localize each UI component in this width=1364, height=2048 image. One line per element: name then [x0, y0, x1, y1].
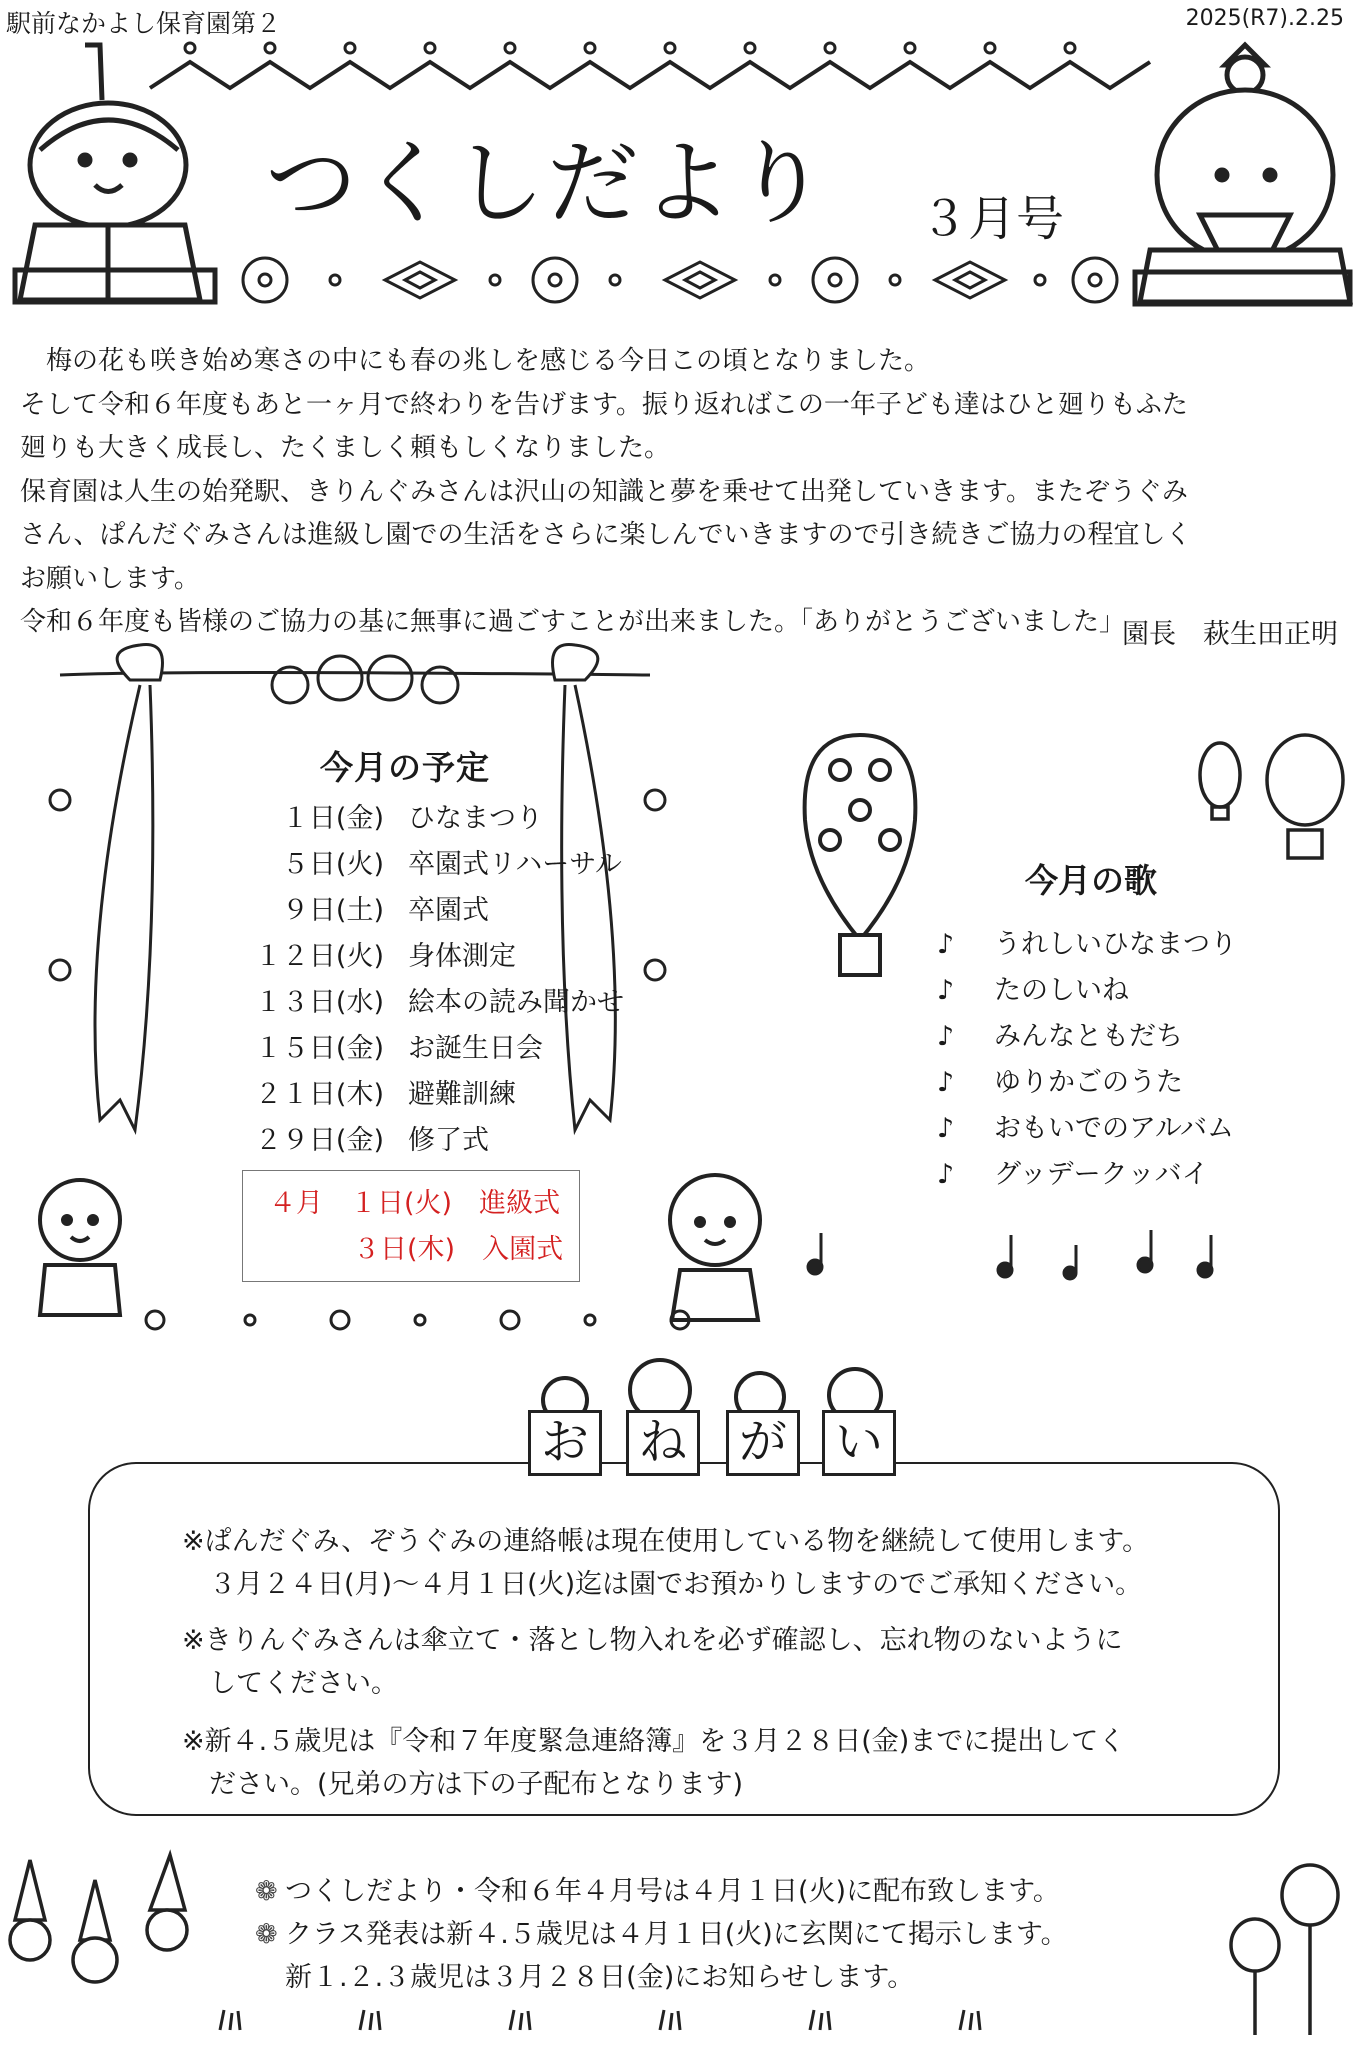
message-line: さん、ぱんだぐみさんは進級し園での生活をさらに楽しんでいきますので引き続きご協力の程宜しく [20, 520, 1192, 550]
issue-number: ３月号 [920, 191, 1065, 247]
song-name: みんなともだち [994, 1021, 1183, 1052]
onegai-board: い [822, 1410, 896, 1476]
schedule-title: 今月の予定 [320, 748, 490, 787]
schedule-date: ２１日(木) [254, 1079, 384, 1110]
notice-text: つくしだより・令和６年４月号は４月１日(火)に配布致します。 [285, 1876, 1060, 1907]
song-item [937, 922, 1237, 968]
clover-row-decoration [140, 1300, 760, 1340]
song-name: うれしいひなまつり [994, 929, 1237, 960]
song-item [937, 1152, 1237, 1198]
april-events-box [242, 1170, 580, 1282]
schedule-event: ひなまつり [408, 803, 543, 834]
notice-item [255, 1870, 1068, 1913]
onegai-board: お [528, 1410, 602, 1476]
music-note-icon: ♪ [937, 929, 955, 960]
principal-signature: 園長 萩生田正明 [1122, 619, 1338, 650]
message-line: 令和６年度も皆様のご協力の基に無事に過ごすことが出来ました。「ありがとうございました」 [20, 607, 1126, 637]
issue-date: 2025(R7).2.25 [1185, 6, 1344, 31]
schedule-item [222, 888, 624, 934]
flower-bullet-icon: ❁ [255, 1919, 278, 1950]
schedule-item [222, 796, 624, 842]
onegai-board: が [726, 1410, 800, 1476]
party-hat-children-illustration [5, 1850, 205, 2040]
schedule-event: 卒園式 [408, 895, 489, 926]
schedule-date: ５日(火) [281, 849, 384, 880]
message-line: 梅の花も咲き始め寒さの中にも春の兆しを感じる今日この頃となりました。 [20, 346, 931, 376]
hot-air-balloon-illustration [800, 730, 920, 1000]
schedule-item [222, 1118, 624, 1164]
song-item [937, 968, 1237, 1014]
schedule-event: 卒園式リハーサル [408, 849, 622, 880]
grass-tufts-decoration [210, 2005, 1130, 2035]
song-name: グッデークッバイ [994, 1159, 1209, 1190]
girl-illustration [15, 1165, 135, 1325]
odairisama-doll-illustration [10, 40, 220, 310]
music-note-icon: ♪ [937, 1067, 955, 1098]
flower-bullet-icon: ❁ [255, 1876, 278, 1907]
schedule-item [222, 934, 624, 980]
pennant-garland [150, 40, 1150, 100]
schedule-item [222, 980, 624, 1026]
schedule-list [222, 796, 624, 1164]
schedule-event: 避難訓練 [408, 1079, 516, 1110]
schedule-date: ９日(土) [281, 895, 384, 926]
notice-text: 新１.２.３歳児は３月２８日(金)にお知らせします。 [285, 1962, 915, 1993]
ohinasama-doll-illustration [1130, 40, 1355, 310]
schedule-date: １２日(火) [254, 941, 384, 972]
message-line: そして令和６年度もあと一ヶ月で終わりを告げます。振り返ればこの一年子ども達はひと廻りもふた [20, 389, 1188, 420]
song-name: ゆりかごのうた [994, 1067, 1183, 1098]
request-line: ださい。(兄弟の方は下の子配布となります) [182, 1769, 744, 1800]
request-item [182, 1520, 1149, 1606]
schedule-item [222, 1026, 624, 1072]
request-line: ※新４.５歳児は『令和７年度緊急連絡簿』を３月２８日(金)までに提出してく [182, 1726, 1126, 1757]
request-item [182, 1619, 1123, 1705]
song-name: おもいでのアルバム [994, 1113, 1235, 1144]
music-note-icon: ♪ [937, 975, 955, 1006]
song-item [937, 1060, 1237, 1106]
music-notes-decoration [805, 1225, 1325, 1285]
music-note-icon: ♪ [937, 1021, 955, 1052]
request-line: ※ぱんだぐみ、ぞうぐみの連絡帳は現在使用している物を継続して使用します。 [182, 1526, 1150, 1557]
notice-item [255, 1956, 1068, 1999]
nursery-name: 駅前なかよし保育園第２ [6, 9, 282, 38]
request-line: ３月２４日(月)～４月１日(火)迄は園でお預かりしますのでご承知ください。 [182, 1569, 1143, 1600]
songs-list [937, 922, 1237, 1198]
schedule-event: 身体測定 [408, 941, 516, 972]
message-line: 保育園は人生の始発駅、きりんぐみさんは沢山の知識と夢を乗せて出発していきます。またぞうぐみ [20, 476, 1188, 507]
request-line: してください。 [182, 1668, 398, 1699]
schedule-event: 絵本の読み聞かせ [408, 987, 624, 1018]
small-balloons-illustration [1195, 735, 1364, 875]
schedule-date: １日(金) [281, 803, 384, 834]
april-event-line: ３日(木) 入園式 [353, 1234, 564, 1265]
principal-message [20, 340, 1340, 645]
music-note-icon: ♪ [937, 1113, 955, 1144]
notice-item [255, 1913, 1068, 1956]
schedule-date: １３日(水) [254, 987, 384, 1018]
message-line: お願いします。 [20, 563, 200, 594]
song-item [937, 1106, 1237, 1152]
onegai-board: ね [626, 1410, 700, 1476]
request-box [88, 1462, 1280, 1816]
message-line: 廻りも大きく成長し、たくましく頼もしくなりました。 [20, 433, 671, 463]
songs-title: 今月の歌 [1025, 861, 1157, 900]
schedule-date: ２９日(金) [254, 1125, 384, 1156]
schedule-date: １５日(金) [254, 1033, 384, 1064]
request-line: ※きりんぐみさんは傘立て・落とし物入れを必ず確認し、忘れ物のないように [182, 1625, 1123, 1656]
music-note-icon: ♪ [937, 1159, 955, 1190]
newsletter-title: つくしだより [265, 130, 830, 237]
request-item [182, 1720, 1125, 1806]
bottom-notices [255, 1870, 1068, 1999]
flower-diamond-border [235, 250, 1135, 310]
schedule-item [222, 842, 624, 888]
april-event-line: ４月 １日(火) 進級式 [269, 1188, 561, 1219]
tsukushi-characters-illustration [1220, 1860, 1360, 2040]
song-name: たのしいね [994, 975, 1129, 1006]
song-item [937, 1014, 1237, 1060]
schedule-event: 修了式 [408, 1125, 489, 1156]
schedule-event: お誕生日会 [408, 1033, 543, 1064]
schedule-item [222, 1072, 624, 1118]
notice-text: クラス発表は新４.５歳児は４月１日(火)に玄関にて掲示します。 [285, 1919, 1068, 1950]
